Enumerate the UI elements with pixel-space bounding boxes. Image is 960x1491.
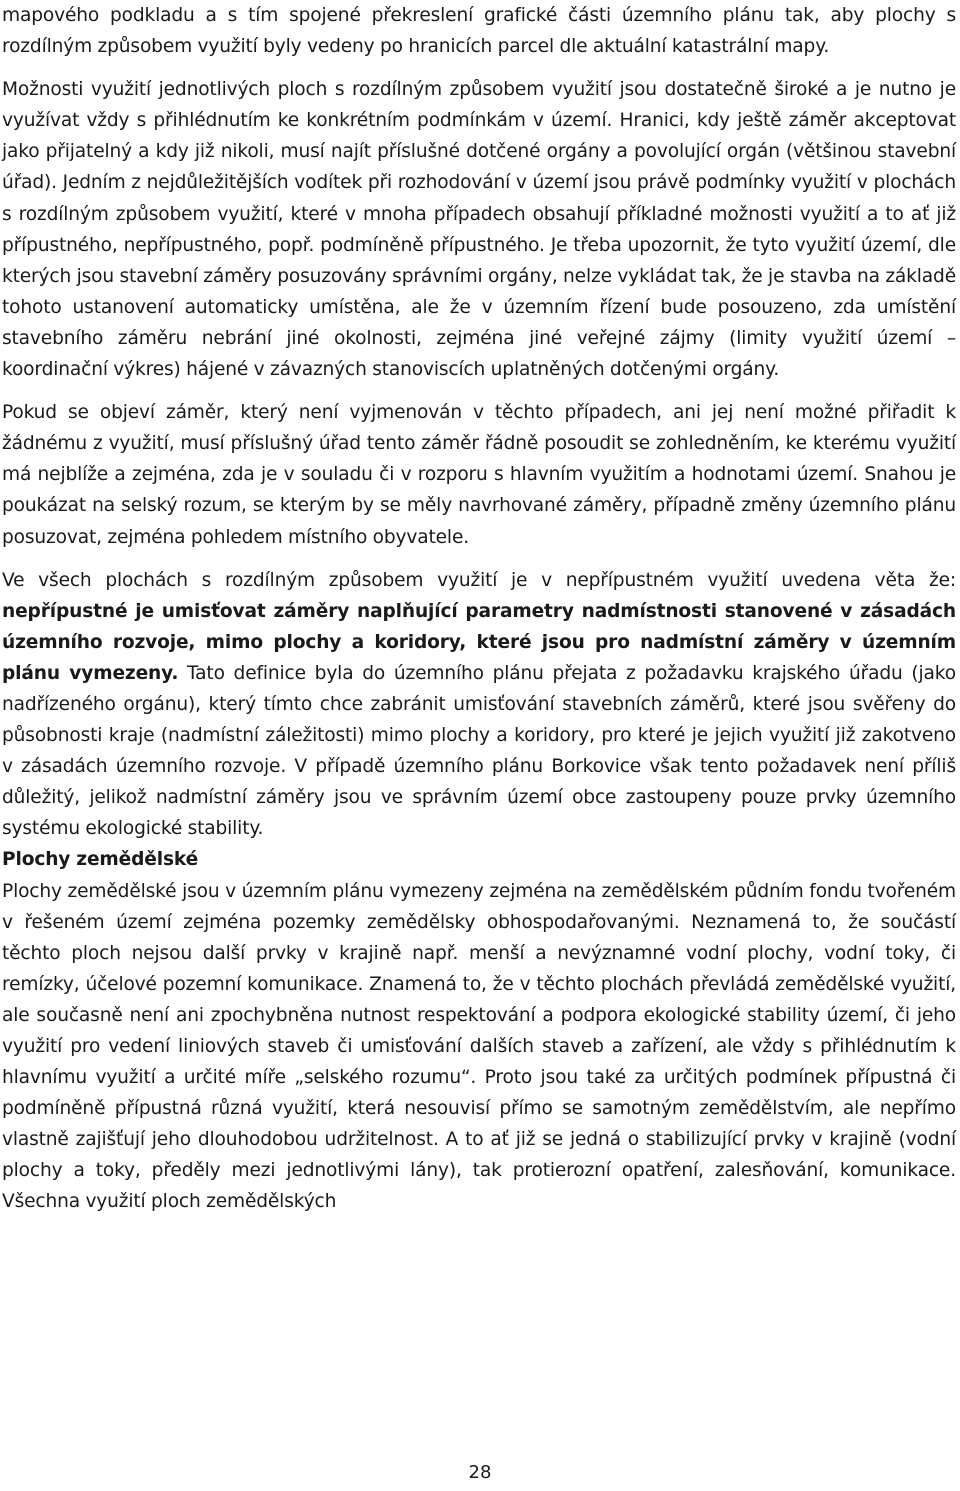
paragraph-1: mapového podkladu a s tím spojené překreslení grafické části územního plánu tak, aby plochy s rozdílným způsobem využití byly vedeny po hranicích parcel dle aktuální katastrální mapy.	[2, 5, 956, 58]
paragraph-4-bold: nepřípustné je umisťovat záměry naplňující parametry nadmístnosti stanovené v zásadách územního rozvoje, mimo plochy a koridory, které jsou pro nadmístní záměry v územním plánu vymezeny.	[2, 600, 956, 684]
section-heading: Plochy zemědělské	[2, 849, 199, 871]
body-text	[2, 0, 956, 1218]
paragraph-3: Pokud se objeví záměr, který není vyjmenován v těchto případech, ani jej není možné přiřadit k žádnému z využití, musí příslušný úřad tento záměr řádně posoudit se zohledněním, ke kterému využití má nejblíže a zejména, zda je v souladu či v rozporu s hlavním využitím a hodnotami území. Snahou je poukázat na selský rozum, se kterým by se měly navrhované záměry, případně změny územního plánu posuzovat, zejména pohledem místního obyvatele.	[2, 402, 956, 548]
paragraph-4-lead: Ve všech plochách s rozdílným způsobem využití je v nepřípustném využití uvedena věta že:	[2, 569, 956, 591]
paragraph-5: Plochy zemědělské jsou v územním plánu vymezeny zejména na zemědělském půdním fondu tvořeném v řešeném území zejména pozemky zemědělsky obhospodařovanými. Neznamená to, že součástí těchto ploch nejsou další prvky v krajině např. menší a nevýznamné vodní plochy, vodní toky, či remízky, účelové pozemní komunikace. Znamená to, že v těchto plochách převládá zemědělské využití, ale současně není ani zpochybněna nutnost respektování a podpora ekologické stability území, či jeho využití pro vedení liniových staveb či umisťování dalších staveb a zařízení, ale vždy s přihlédnutím k hlavnímu využití a určité míře „selského rozumu“. Proto jsou také za určitých podmínek přípustná či podmíněně přípustná různá využití, která nesouvisí přímo se samotným zemědělstvím, ale nepřímo vlastně zajišťují jeho dlouhodobou udržitelnost. A to ať již se jedná o stabilizující prvky v krajině (vodní plochy a toky, předěly mezi jednotlivými lány), tak protierozní opatření, zalesňování, komunikace. Všechna využití ploch zemědělských	[2, 880, 956, 1213]
paragraph-2: Možnosti využití jednotlivých ploch s rozdílným způsobem využití jsou dostatečně široké a je nutno je využívat vždy s přihlédnutím ke konkrétním podmínkám v území. Hranici, kdy ještě záměr akceptovat jako přijatelný a kdy již nikoli, musí najít příslušné dotčené orgány a povolující orgán (většinou stavební úřad). Jedním z nejdůležitějších vodítek při rozhodování v území jsou právě podmínky využití v plochách s rozdílným způsobem využití, které v mnoha případech obsahují příkladné možnosti využití a to ať již přípustného, nepřípustného, popř. podmíněně přípustného. Je třeba upozornit, že tyto využití území, dle kterých jsou stavební záměry posuzovány správními orgány, nelze vykládat tak, že je stavba na základě tohoto ustanovení automaticky umístěna, ale že v územním řízení bude posouzeno, zda umístění stavebního záměru nebrání jiné okolnosti, zejména jiné veřejné zájmy (limity využití území – koordinační výkres) hájené v závazných stanoviscích uplatněných dotčenými orgány.	[2, 79, 956, 381]
paragraph-4-tail: Tato definice byla do územního plánu přejata z požadavku krajského úřadu (jako nadřízeného orgánu), který tímto chce zabránit umisťování stavebních záměrů, které jsou svěřeny do působnosti kraje (nadmístní záležitosti) mimo plochy a koridory, pro které je jejich využití již zakotveno v zásadách územního rozvoje. V případě územního plánu Borkovice však tento požadavek není příliš důležitý, jelikož nadmístní záměry jsou ve správním území obce zastoupeny pouze prvky územního systému ekologické stability.	[2, 662, 956, 840]
paragraph-4	[2, 565, 956, 845]
page-number: 28	[468, 1462, 492, 1483]
